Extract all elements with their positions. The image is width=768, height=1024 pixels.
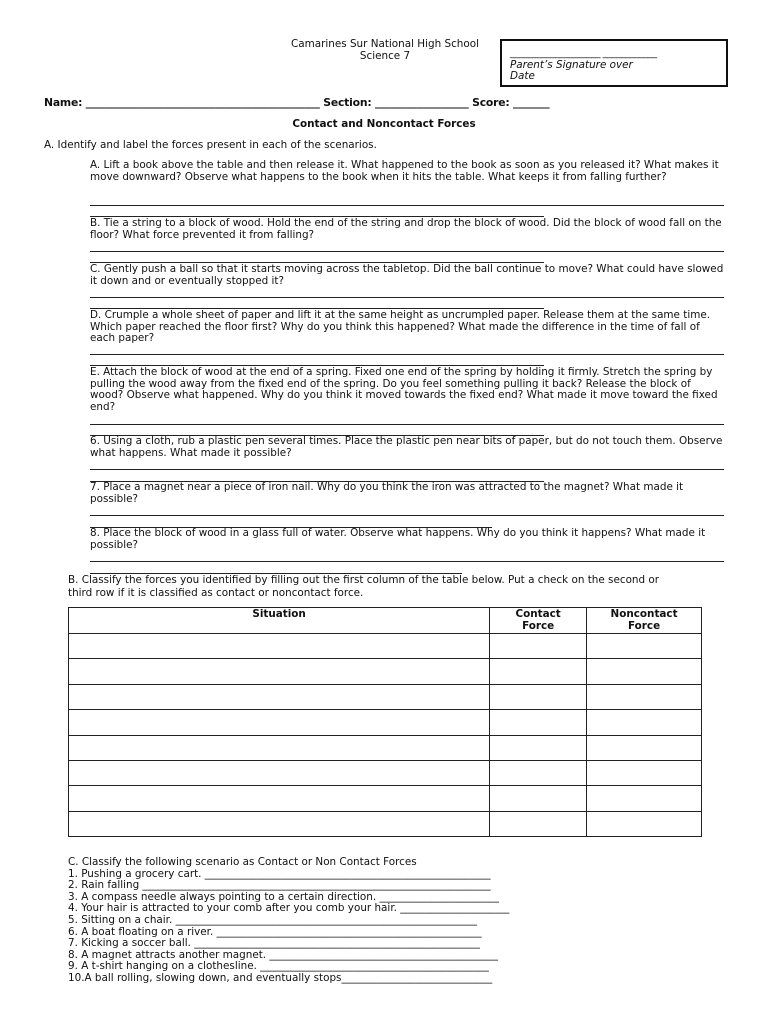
- contact-cell[interactable]: [490, 811, 587, 836]
- question-b: B. Tie a string to a block of wood. Hold the end of the string and drop the block of wood. Did the block of wood fall on the floor? What force prevented it from falling?: [90, 217, 722, 241]
- school-name: Camarines Sur National High School: [290, 38, 479, 50]
- question-6: 6. Using a cloth, rub a plastic pen several times. Place the plastic pen near bits of paper, but do not touch them. Observe what happens. What made it possible?: [90, 435, 723, 459]
- noncontact-cell[interactable]: [587, 735, 702, 760]
- contact-cell[interactable]: [490, 760, 587, 785]
- answer-line[interactable]: [90, 251, 724, 252]
- list-item[interactable]: 3. A compass needle always pointing to a certain direction. _______________________: [68, 890, 499, 903]
- list-item[interactable]: 2. Rain falling ___________________________________________________________________: [68, 879, 491, 892]
- noncontact-cell[interactable]: [587, 634, 702, 659]
- table-row: [69, 811, 702, 836]
- worksheet-title: Contact and Noncontact Forces: [292, 118, 476, 130]
- column-header-contact: Contact Force: [490, 608, 587, 634]
- answer-line[interactable]: [90, 297, 724, 298]
- school-header: [250, 38, 520, 62]
- signature-label: Parent’s Signature over Date: [510, 59, 633, 82]
- situation-cell[interactable]: [69, 760, 490, 785]
- situation-cell[interactable]: [69, 634, 490, 659]
- section-c: [68, 857, 509, 985]
- list-item[interactable]: 5. Sitting on a chair. __________________________________________________________: [68, 913, 477, 926]
- answer-line[interactable]: [90, 469, 724, 470]
- list-item[interactable]: 1. Pushing a grocery cart. _______________________________________________________: [68, 867, 491, 880]
- question-d: D. Crumple a whole sheet of paper and lift it at the same height as uncrumpled paper. Release them at the same time. Which paper reached the floor first? Why do you think this happened? What made the difference in the time of fall of each paper?: [90, 309, 711, 345]
- answer-line[interactable]: [90, 205, 724, 206]
- table-row: [69, 634, 702, 659]
- contact-cell[interactable]: [490, 684, 587, 709]
- table-row: [69, 684, 702, 709]
- situation-cell[interactable]: [69, 811, 490, 836]
- situation-cell[interactable]: [69, 735, 490, 760]
- question-c: C. Gently push a ball so that it starts moving across the tabletop. Did the ball continue to move? What could have slowed it down and or eventually stopped it?: [90, 263, 724, 287]
- contact-cell[interactable]: [490, 735, 587, 760]
- answer-line[interactable]: [90, 515, 724, 516]
- table-row: [69, 735, 702, 760]
- question-8: 8. Place the block of wood in a glass full of water. Observe what happens. Why do you think it happens? What made it possible?: [90, 527, 706, 551]
- list-item[interactable]: 10.A ball rolling, slowing down, and eventually stops_____________________________: [68, 971, 493, 984]
- noncontact-cell[interactable]: [587, 786, 702, 811]
- list-item[interactable]: 9. A t-shirt hanging on a clothesline. ____________________________________________: [68, 960, 489, 973]
- table-row: [69, 760, 702, 785]
- student-info-line[interactable]: Name: _____________________________________________ Section: __________________ Score: _______: [44, 96, 550, 109]
- signature-box: [500, 39, 728, 87]
- question-7: 7. Place a magnet near a piece of iron nail. Why do you think the iron was attracted to the magnet? What made it possible?: [90, 481, 684, 505]
- classification-table: [68, 607, 702, 837]
- contact-cell[interactable]: [490, 786, 587, 811]
- noncontact-cell[interactable]: [587, 760, 702, 785]
- noncontact-cell[interactable]: [587, 811, 702, 836]
- section-c-instruction: C. Classify the following scenario as Contact or Non Contact Forces: [68, 856, 417, 868]
- signature-line: ____________________ ____________: [510, 48, 657, 59]
- list-item[interactable]: 8. A magnet attracts another magnet. ____________________________________________: [68, 948, 498, 961]
- table-row: [69, 659, 702, 684]
- noncontact-cell[interactable]: [587, 710, 702, 735]
- situation-cell[interactable]: [69, 710, 490, 735]
- list-item[interactable]: 4. Your hair is attracted to your comb after you comb your hair. _____________________: [68, 902, 510, 915]
- list-item[interactable]: 6. A boat floating on a river. ___________________________________________________: [68, 925, 482, 938]
- contact-cell[interactable]: [490, 634, 587, 659]
- list-item[interactable]: 7. Kicking a soccer ball. _______________________________________________________: [68, 937, 480, 950]
- section-b-instruction: B. Classify the forces you identified by filling out the first column of the table below. Put a check on the second or third row if it is classified as contact or noncontact force.: [68, 574, 660, 599]
- situation-cell[interactable]: [69, 684, 490, 709]
- table-header-row: [69, 608, 702, 634]
- question-e: E. Attach the block of wood at the end of a spring. Fixed one end of the spring by holding it firmly. Stretch the spring by pulling the wood away from the fixed end of the spring. Do you feel something pulling it back? Release the block of wood? Observe what happened. Why do you think it moved towards the fixed end? What made it move toward the fixed end?: [90, 366, 718, 413]
- answer-line[interactable]: [90, 561, 724, 562]
- table-row: [69, 786, 702, 811]
- answer-line[interactable]: [90, 424, 724, 425]
- situation-cell[interactable]: [69, 659, 490, 684]
- answer-line[interactable]: [90, 354, 724, 355]
- situation-cell[interactable]: [69, 786, 490, 811]
- column-header-situation: Situation: [69, 608, 490, 634]
- section-a-instruction: A. Identify and label the forces present in each of the scenarios.: [44, 139, 377, 151]
- contact-cell[interactable]: [490, 659, 587, 684]
- noncontact-cell[interactable]: [587, 659, 702, 684]
- question-a: A. Lift a book above the table and then release it. What happened to the book as soon as you released it? What makes it move downward? Observe what happens to the book when it hits the table. What keeps it from falling further?: [90, 159, 719, 183]
- column-header-noncontact: Noncontact Force: [587, 608, 702, 634]
- table-row: [69, 710, 702, 735]
- subject-name: Science 7: [359, 50, 411, 62]
- noncontact-cell[interactable]: [587, 684, 702, 709]
- contact-cell[interactable]: [490, 710, 587, 735]
